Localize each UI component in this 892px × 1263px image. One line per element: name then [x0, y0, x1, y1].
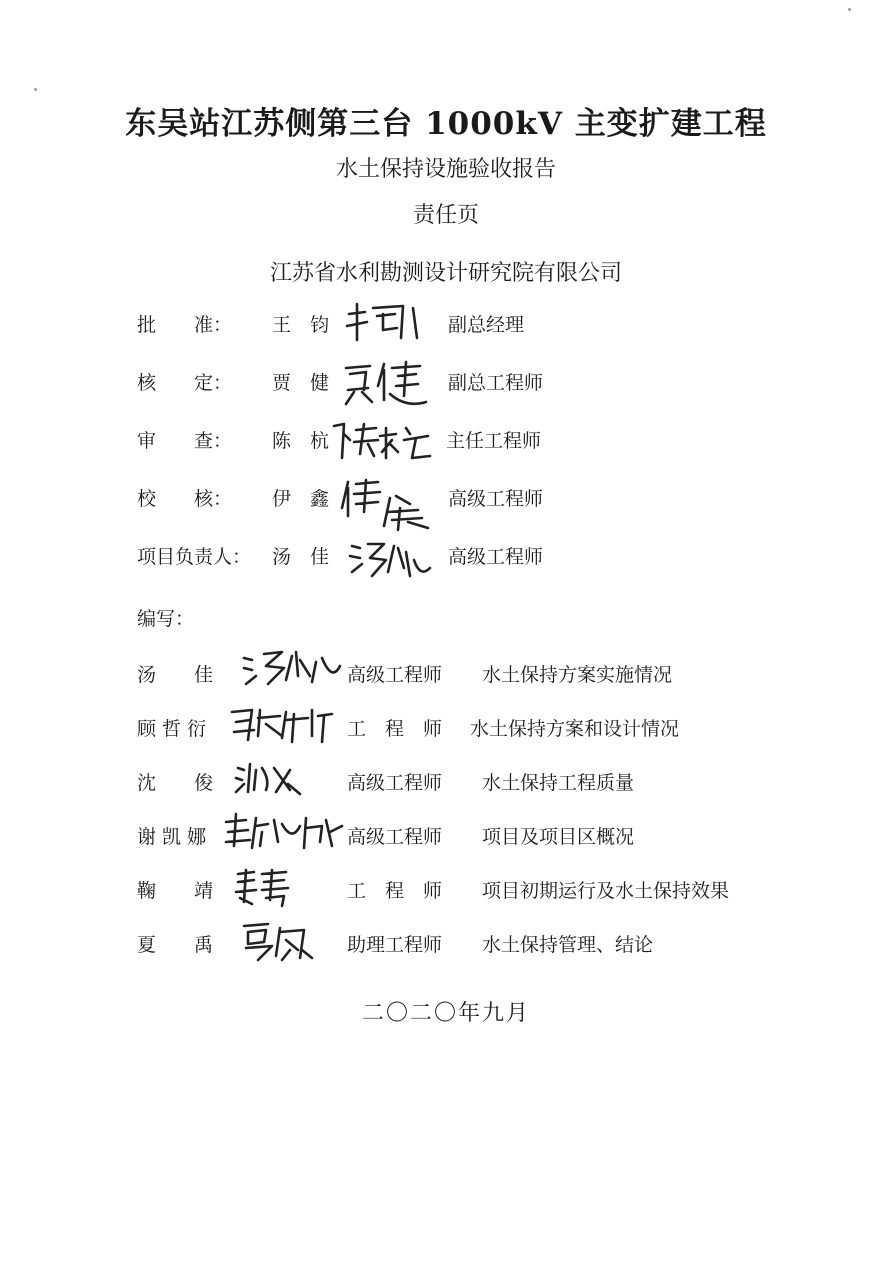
- author-section: 项目及项目区概况: [482, 826, 635, 848]
- document-subtitle: 水土保持设施验收报告: [335, 157, 556, 182]
- signature-image: [343, 300, 433, 344]
- author-name: 鞠 靖: [137, 880, 214, 902]
- role-label: 项目负责人：: [137, 546, 252, 568]
- authors-label: 编写：: [137, 608, 195, 630]
- author-name: 沈 俊: [137, 772, 214, 794]
- author-title: 工 程 师: [347, 880, 443, 902]
- job-title: 高级工程师: [448, 488, 544, 510]
- author-title: 高级工程师: [347, 826, 443, 848]
- scan-artifact: [848, 8, 851, 11]
- person-name: 汤 佳: [272, 546, 330, 568]
- document-date: 二〇二〇年九月: [361, 1001, 530, 1026]
- responsibility-row-verify: [0, 368, 892, 402]
- signature-image: [338, 478, 438, 534]
- author-name: 顾 哲 衍: [137, 718, 207, 740]
- responsibility-row-project-lead: [0, 542, 892, 576]
- signature-image: [234, 760, 304, 800]
- author-name: 汤 佳: [137, 664, 214, 686]
- job-title: 副总经理: [448, 314, 525, 336]
- author-row: [0, 660, 892, 694]
- signature-image: [348, 538, 438, 582]
- page-name: 责任页: [412, 203, 479, 228]
- author-section: 水土保持管理、结论: [482, 934, 654, 956]
- signature-image: [222, 812, 346, 856]
- role-label: 校 核：: [137, 488, 233, 510]
- job-title: 主任工程师: [446, 430, 542, 452]
- signature-image: [340, 360, 430, 410]
- signature-image: [234, 868, 294, 908]
- document-title: 东吴站江苏侧第三台 1000kV 主变扩建工程: [125, 106, 767, 142]
- author-title: 工 程 师: [347, 718, 443, 740]
- author-name: 谢 凯 娜: [137, 826, 207, 848]
- responsibility-row-check: [0, 484, 892, 518]
- author-section: 项目初期运行及水土保持效果: [482, 880, 730, 902]
- signature-image: [240, 648, 344, 692]
- responsibility-row-review: [0, 426, 892, 460]
- person-name: 伊 鑫: [272, 488, 330, 510]
- scan-artifact: [34, 88, 37, 91]
- author-title: 助理工程师: [347, 934, 443, 956]
- role-label: 审 查：: [137, 430, 233, 452]
- signature-image: [330, 420, 440, 464]
- organization-name: 江苏省水利勘测设计研究院有限公司: [269, 261, 622, 286]
- role-label: 批 准：: [137, 314, 233, 336]
- signature-image: [228, 706, 338, 746]
- author-row: [0, 930, 892, 964]
- job-title: 副总工程师: [448, 372, 544, 394]
- person-name: 陈 杭: [272, 430, 330, 452]
- author-section: 水土保持工程质量: [482, 772, 635, 794]
- signature-image: [238, 920, 318, 964]
- role-label: 核 定：: [137, 372, 233, 394]
- author-row: [0, 822, 892, 856]
- person-name: 贾 健: [272, 372, 330, 394]
- author-title: 高级工程师: [347, 664, 443, 686]
- author-section: 水土保持方案和设计情况: [470, 718, 680, 740]
- job-title: 高级工程师: [448, 546, 544, 568]
- author-row: [0, 714, 892, 748]
- author-title: 高级工程师: [347, 772, 443, 794]
- person-name: 王 钧: [272, 314, 330, 336]
- author-name: 夏 禹: [137, 934, 214, 956]
- responsibility-row-approve: [0, 310, 892, 344]
- author-row: [0, 876, 892, 910]
- author-section: 水土保持方案实施情况: [482, 664, 673, 686]
- author-row: [0, 768, 892, 802]
